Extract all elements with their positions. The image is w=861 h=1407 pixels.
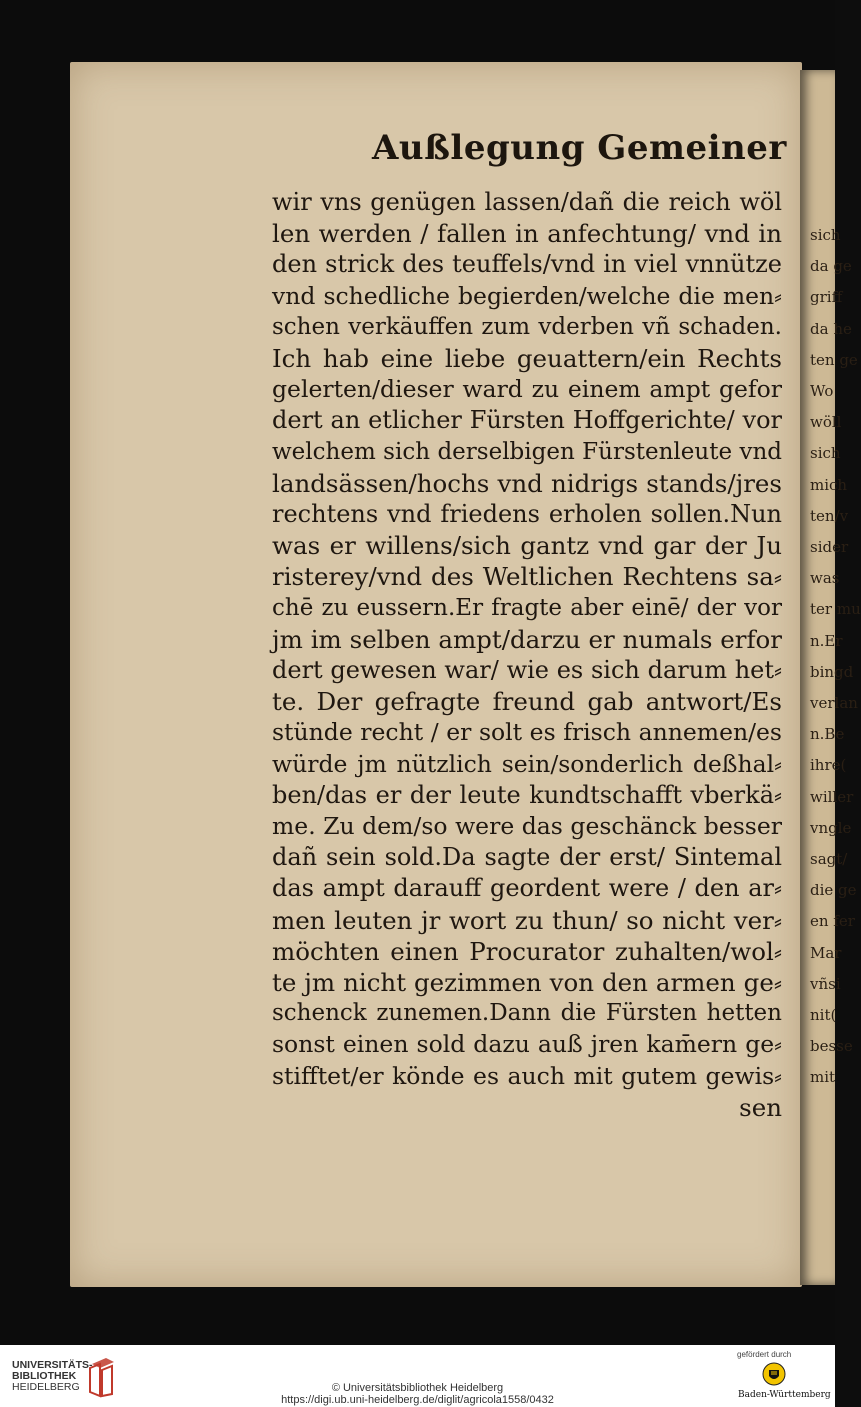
- text-line: stifftet/er könde es auch mit gutem gewis⸗: [272, 1061, 782, 1090]
- next-page-line: bingd: [810, 662, 854, 681]
- next-page-line: mit: [810, 1068, 836, 1087]
- library-name-line-3: HEIDELBERG: [12, 1381, 80, 1393]
- next-page-line: verlan: [810, 694, 858, 713]
- next-page-line: ten ge: [810, 350, 858, 369]
- text-line: te. Der gefragte freund gab antwort/Es: [272, 687, 782, 717]
- next-page-line: nit(: [810, 1006, 837, 1025]
- text-line: jm im selben ampt/darzu er numals erfor: [272, 624, 782, 654]
- next-page-line: wöll: [810, 413, 842, 432]
- library-name-line-1: UNIVERSITÄTS-: [12, 1359, 93, 1371]
- next-page-line: besse: [810, 1037, 853, 1056]
- next-page-line: was: [810, 569, 840, 588]
- next-page-line: n.Be: [810, 725, 845, 744]
- text-line: dert an etlicher Fürsten Hoffgerichte/ vor: [272, 406, 782, 435]
- next-page-line: ihre(: [810, 756, 847, 775]
- text-line: möchten einen Procurator zuhalten/wol⸗: [272, 936, 782, 966]
- text-line: das ampt darauff geordent were / den ar⸗: [272, 874, 782, 903]
- next-page-text-column: [810, 220, 861, 1094]
- next-page-line: willer: [810, 787, 854, 806]
- next-page-line: sich: [810, 444, 841, 463]
- text-line: rechtens vnd friedens erholen sollen.Nun: [272, 500, 782, 529]
- permalink-url[interactable]: https://digi.ub.uni-heidelberg.de/diglit/agricola1558/0432: [281, 1394, 554, 1406]
- coat-of-arms-icon: [762, 1362, 786, 1386]
- text-line: ben/das er der leute kundtschafft vberkä⸗: [272, 780, 782, 809]
- next-page-edge: [800, 70, 861, 1285]
- copyright-text: © Universitätsbibliothek Heidelberg: [331, 1382, 504, 1394]
- next-page-line: Wo: [810, 382, 834, 401]
- next-page-line: da he: [810, 319, 852, 338]
- next-page-line: sich: [810, 226, 841, 244]
- text-line: sonst einen sold dazu auß jren kam̄ern ge⸗: [272, 1030, 782, 1059]
- next-page-line: da ge: [810, 257, 852, 276]
- text-line: risterey/vnd des Weltlichen Rechtens sa⸗: [272, 562, 782, 592]
- text-line: te jm nicht gezimmen von den armen ge⸗: [272, 968, 782, 998]
- text-line: landsässen/hochs vnd nidrigs stands/jres: [272, 468, 782, 498]
- page-text-block: [272, 187, 782, 1123]
- text-line: den strick des teuffels/vnd in viel vnnütze: [272, 250, 782, 279]
- next-page-line: en fer: [810, 912, 855, 931]
- text-line: welchem sich derselbigen Fürstenleute vnd: [272, 438, 782, 465]
- text-line: gelerten/dieser ward zu einem ampt gefor: [272, 375, 782, 404]
- next-page-line: vngle: [810, 818, 852, 837]
- text-line: Ich hab eine liebe geuattern/ein Rechts: [272, 344, 782, 374]
- next-page-line: n.Er: [810, 631, 843, 650]
- next-page-line: mich: [810, 475, 848, 494]
- text-line: was er willens/sich gantz vnd gar der Ju: [272, 531, 782, 561]
- text-line: schenck zunemen.Dann die Fürsten hetten: [272, 1000, 782, 1027]
- text-line: me. Zu dem/so were das geschänck besser: [272, 812, 782, 841]
- text-line: sen: [739, 1092, 782, 1122]
- next-page-line: die ge: [810, 881, 857, 900]
- text-line: chē zu eussern.Er fragte aber einē/ der vor: [272, 594, 782, 621]
- next-page-line: Mar: [810, 943, 842, 962]
- text-line: dert gewesen war/ wie es sich darum het⸗: [272, 656, 782, 685]
- text-line: vnd schedliche begierden/welche die men⸗: [272, 281, 782, 310]
- sponsor-label: gefördert durch: [737, 1350, 792, 1359]
- text-line: schen verkäuffen zum vderben vñ schaden.: [272, 313, 782, 340]
- text-line: wir vns genügen lassen/dañ die reich wöl: [272, 188, 782, 216]
- text-line: dañ sein sold.Da sagte der erst/ Sintemal: [272, 843, 782, 872]
- text-line: stünde recht / er solt es frisch annemen/es: [272, 718, 782, 747]
- text-line: men leuten jr wort zu thun/ so nicht ver⸗: [272, 905, 782, 935]
- next-page-line: ten/v: [810, 506, 849, 525]
- page-heading: Außlegung Gemeiner: [372, 128, 787, 168]
- sponsor-name: Baden-Württemberg: [738, 1390, 831, 1400]
- text-line: würde jm nützlich sein/sonderlich deßhal⸗: [272, 749, 782, 778]
- copyright-block: [0, 1382, 835, 1406]
- library-name-line-2: BIBLIOTHEK: [12, 1370, 77, 1382]
- next-page-line: vñsi: [810, 974, 841, 993]
- text-line: len werden / fallen in anfechtung/ vnd in: [272, 219, 782, 249]
- next-page-line: sider: [810, 538, 849, 557]
- next-page-line: griff: [810, 288, 843, 307]
- next-page-line: sagt/: [810, 850, 848, 869]
- next-page-line: ter mu: [810, 600, 861, 619]
